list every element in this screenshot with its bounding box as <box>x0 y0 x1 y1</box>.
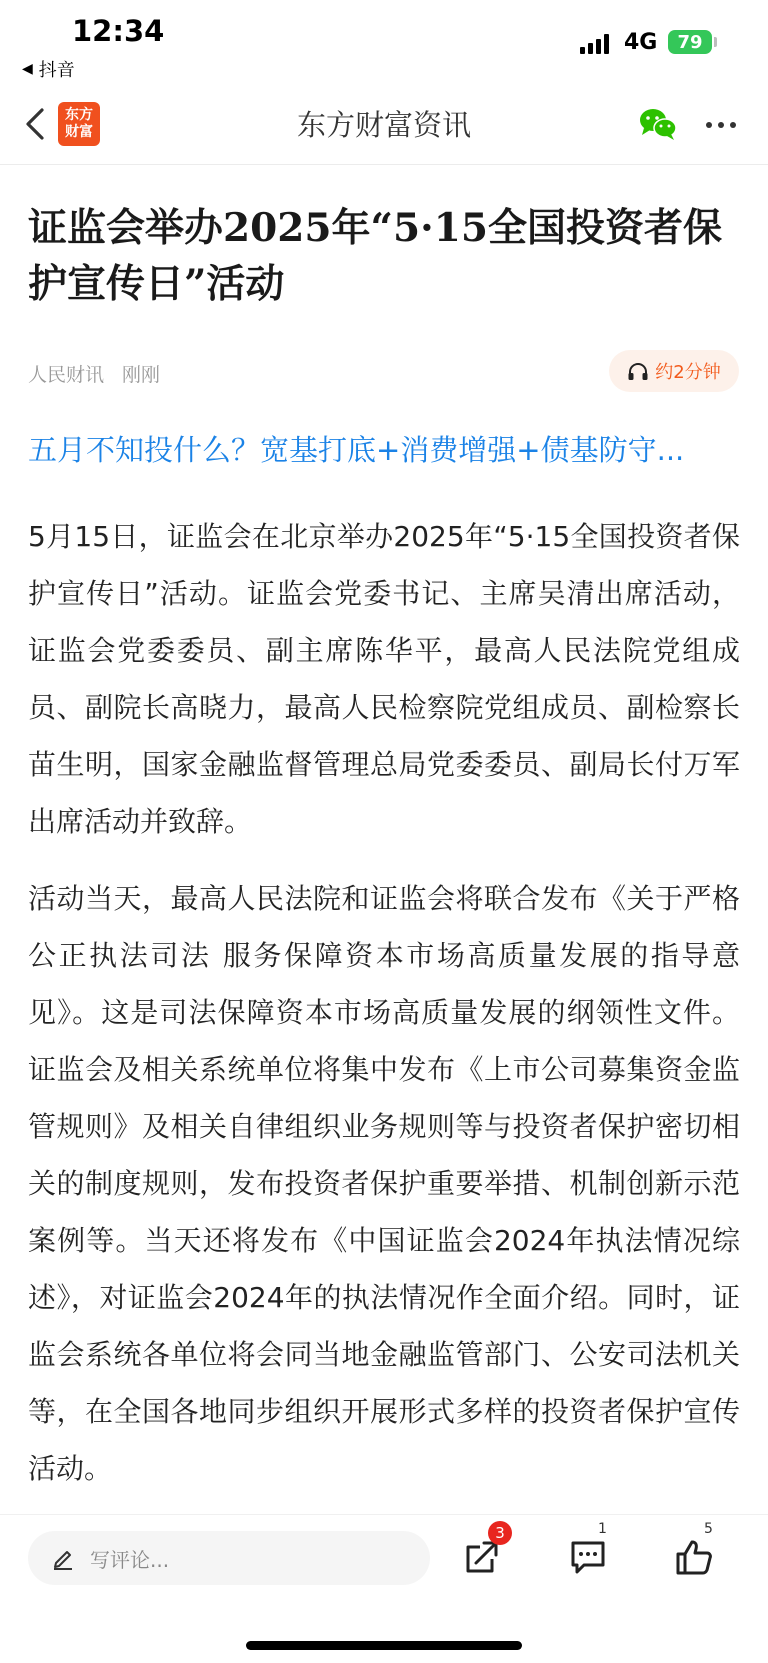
status-time: 12:34 <box>72 14 165 48</box>
more-dots-icon <box>704 108 738 142</box>
back-triangle-icon: ◀ <box>22 61 33 77</box>
share-button[interactable] <box>458 1524 506 1581</box>
back-to-app-link[interactable] <box>22 56 75 82</box>
article-title: 证监会举办2025年“5·15全国投资者保护宣传日”活动 <box>28 205 722 307</box>
article-time: 刚刚 <box>122 364 161 386</box>
like-button[interactable] <box>670 1521 718 1581</box>
audio-duration: 约2分钟 <box>655 362 721 383</box>
comment-input[interactable] <box>28 1531 430 1585</box>
app-logo[interactable] <box>58 102 100 146</box>
article-paragraph-2: 活动当天，最高人民法院和证监会将联合发布《关于严格公正执法司法 服务保障资本市场高质量发展的指导意见》。这是司法保障资本市场高质量发展的纲领性文件。证监会及相关系统单位将集中发布《上市公司募集资金监管规则》及相关自律组织业务规则等与投资者保护密切相关的制度规则，发布投资者保护重要举措、机制创新示范案例等。当天还将发布《中国证监会2024年执法情况综述》，对证监会2024年的执法情况作全面介绍。同时，证监会系统各单位将会同当地金融监管部门、公安司法机关等，在全国各地同步组织开展形式多样的投资者保护宣传活动。 <box>28 882 740 1485</box>
wechat-share-button[interactable] <box>638 106 678 142</box>
logo-line-1: 东方 <box>65 107 93 123</box>
more-button[interactable] <box>704 108 738 142</box>
pencil-icon <box>50 1545 76 1571</box>
comment-bubble-icon <box>568 1537 608 1577</box>
comments-button[interactable] <box>564 1521 612 1581</box>
signal-icon <box>580 32 609 54</box>
battery-level: 79 <box>677 31 703 53</box>
article-paragraph-1: 5月15日，证监会在北京举办2025年“5·15全国投资者保护宣传日”活动。证监会党委书记、主席吴清出席活动，证监会党委委员、副主席陈华平，最高人民法院党组成员、副院长高晓力，最高人民检察院党组成员、副检察长苗生明，国家金融监督管理总局党委委员、副局长付万军出席活动并致辞。 <box>28 520 740 838</box>
nav-bar <box>0 86 768 165</box>
chevron-left-icon <box>20 104 54 144</box>
promo-link[interactable]: 五月不知投什么？宽基打底+消费增强+债基防守... <box>28 433 685 467</box>
article-meta <box>28 360 160 387</box>
logo-line-2: 财富 <box>65 124 93 140</box>
status-bar <box>0 0 768 86</box>
like-count: 5 <box>704 1521 713 1537</box>
back-button[interactable] <box>20 104 54 144</box>
network-type: 4G <box>624 30 658 55</box>
comment-placeholder: 写评论... <box>90 1547 170 1572</box>
article-body <box>28 508 740 1517</box>
listen-audio-button[interactable] <box>609 350 739 392</box>
share-count-badge: 3 <box>488 1521 512 1545</box>
headphones-icon <box>627 361 649 381</box>
nav-title: 东方财富资讯 <box>296 108 471 142</box>
bottom-action-bar <box>0 1514 768 1663</box>
battery-tip <box>714 37 717 47</box>
back-app-label: 抖音 <box>38 60 75 81</box>
comment-count: 1 <box>598 1521 607 1537</box>
wechat-icon <box>638 106 678 142</box>
battery-icon <box>668 30 712 54</box>
article-source[interactable]: 人民财讯 <box>28 364 105 386</box>
home-indicator[interactable] <box>246 1641 522 1650</box>
thumbs-up-icon <box>674 1537 714 1577</box>
